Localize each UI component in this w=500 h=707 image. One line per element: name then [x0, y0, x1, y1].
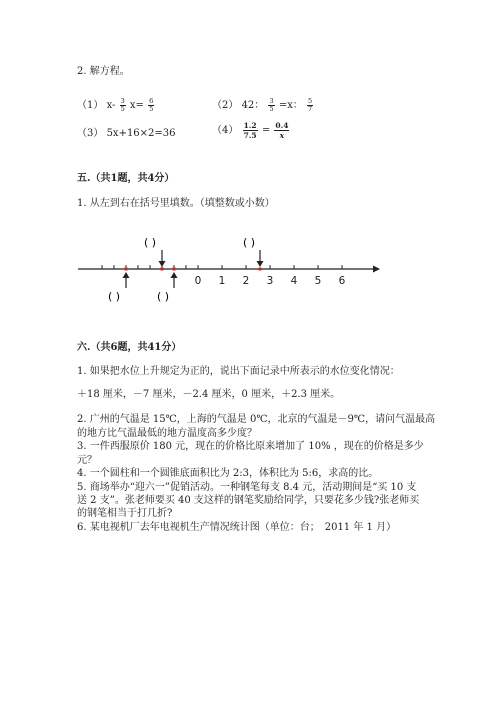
- tick-label: 2: [242, 275, 250, 287]
- section-6-question-1: 1. 如果把水位上升规定为正的，说出下面记录中所表示的水位变化情况：: [77, 366, 400, 377]
- fraction: $\frac{5}{7}$: [308, 97, 313, 113]
- up-arrow-icon: [123, 272, 130, 288]
- equation-term: =x：: [278, 100, 303, 111]
- section-5-heading: 五.（共1题，共4分）: [77, 173, 175, 184]
- section-6-question-5-cont: 的钢笔相当于打几折?: [77, 508, 173, 519]
- fraction: $\frac{0.4}{x}$: [275, 121, 289, 140]
- section-6-question-6: 6. 某电视机厂去年电视机生产情况统计图（单位：台； 2011 年 1 月）: [77, 522, 397, 533]
- fraction: $\frac{1.2}{7.5}$: [243, 121, 257, 140]
- marked-point: [161, 268, 164, 271]
- marked-point: [125, 268, 128, 271]
- tick-marks: [102, 265, 342, 269]
- answer-blank: ( ): [108, 290, 121, 303]
- answer-blank: ( ): [157, 290, 170, 303]
- section-6-question-3: 3. 一件西服原价 180 元，现在的价格比原来增加了 10% ，现在的价格是多少: [77, 441, 424, 452]
- down-arrow-icon: [257, 250, 264, 267]
- equation-term: 42：: [241, 100, 265, 111]
- equation-label: （4）: [212, 125, 239, 136]
- tick-label: 3: [266, 275, 274, 287]
- up-arrow-icon: [171, 272, 178, 288]
- tick-label: 5: [314, 275, 322, 287]
- equation-term: 5x+16×2=36: [106, 128, 176, 139]
- tick-label: 4: [290, 275, 298, 287]
- tick-label: 1: [218, 275, 226, 287]
- equation-label: （1）: [77, 100, 104, 111]
- equation-3: [77, 124, 176, 139]
- axis-arrow-icon: [373, 266, 380, 273]
- section-6-heading: 六.（共6题，共41分）: [77, 342, 182, 353]
- equation-1: [77, 96, 155, 113]
- section-6-question-5: 5. 商场举办“迎六一”促销活动。一种钢笔每支 8.4 元，活动期间是“买 10 支: [77, 482, 417, 493]
- down-arrow-icon: [159, 250, 166, 267]
- section-6-question-3-cont: 元？: [77, 455, 97, 466]
- question-2-title: 2. 解方程。: [77, 66, 130, 77]
- equation-label: （2）: [212, 100, 239, 111]
- equation-2: [212, 96, 314, 113]
- number-line: [70, 230, 390, 305]
- answer-blank: ( ): [243, 236, 256, 249]
- equation-4: [212, 121, 290, 140]
- equation-term: x=: [129, 100, 144, 111]
- section-6-question-2-cont: 的地方比气温最低的地方温度高多少度？: [77, 428, 257, 439]
- fraction: $\frac{3}{5}$: [269, 97, 274, 113]
- marked-point: [173, 268, 176, 271]
- section-6-question-1-data: ＋18 厘米，－7 厘米，－2.4 厘米，0 厘米，＋2.3 厘米。: [77, 389, 341, 400]
- fraction: $\frac{3}{5}$: [120, 97, 125, 113]
- section-5-question-1: 1. 从左到右在括号里填数。（填整数或小数）: [77, 198, 275, 209]
- equation-term: x-: [106, 100, 116, 111]
- section-6-question-2: 2. 广州的气温是 15℃，上海的气温是 0℃，北京的气温是－9℃，请问气温最高: [77, 414, 436, 425]
- fraction: $\frac{6}{5}$: [149, 97, 154, 113]
- equation-label: （3）: [77, 128, 104, 139]
- section-6-question-4: 4. 一个圆柱和一个圆锥底面积比为 2:3，体积比为 5:6，求高的比。: [77, 468, 379, 479]
- section-6-question-5-cont: 送 2 支”。张老师要买 40 支这样的钢笔奖励给同学，只要花多少钱?张老师买: [77, 495, 420, 506]
- marked-point: [259, 268, 262, 271]
- tick-label: 0: [194, 275, 202, 287]
- tick-label: 6: [338, 275, 346, 287]
- equation-term: =: [261, 125, 271, 136]
- answer-blank: ( ): [144, 236, 157, 249]
